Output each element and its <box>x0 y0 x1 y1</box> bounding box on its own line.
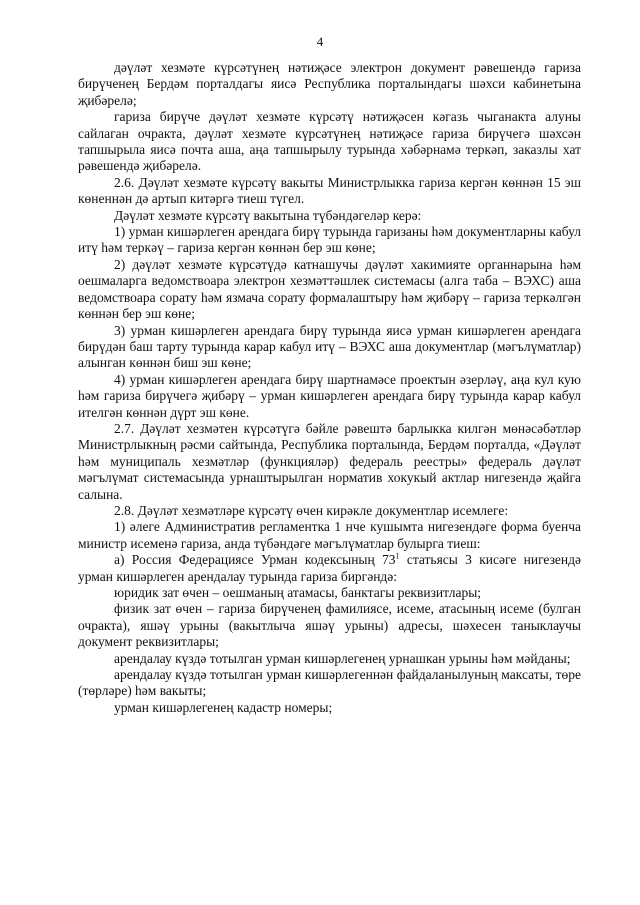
paragraph-result-electronic: дәүләт хезмәте күрсәтүнең нәтиҗәсе электрон документ рәвешендә гариза бирүченең Бердәм порталдагы яисә Республика порталындагы шәхси кабинетына җибәрелә; <box>78 60 581 108</box>
paragraph-result-paper: гариза бирүче дәүләт хезмәте күрсәтү нәтиҗәсен кәгазь чыганакта алуны сайлаган очракта, дәүләт хезмәте күрсәтүнең нәтиҗәсе гариза бирүчегә шәхсән тапшырыла яисә почта аша, аңа тапшырылу турында хәбәрнамә теркәп, заказлы хат рәвешендә җибәрелә. <box>78 109 581 174</box>
item-plot-location: арендалау күздә тотылган урман кишәрлегенең урнашкан урыны һәм мәйданы; <box>114 650 571 666</box>
item-individual: физик зат өчен – гариза бирүченең фамилиясе, исеме, атасының исеме (булган очракта), яшәү урыны (вакытлыча яшәү урыны) адресы, шәхесен таныклаучы документ реквизитлары; <box>78 601 581 650</box>
subparagraph-a-text: а) Россия Федерациясе Урман кодексының 73 <box>114 552 396 568</box>
item-legal-entity: юридик зат өчен – оешманың атамасы, банктагы реквизитлары; <box>114 585 482 600</box>
subparagraph-a-text-end: статьясы 3 кисәге нигезендә урман кишәрлеген арендалау турында гариза биргәндә: <box>78 552 581 584</box>
paragraph-2-6-deadline: 2.6. Дәүләт хезмәте күрсәтү вакыты Министрлыкка гариза кергән көннән 15 эш көненнән дә артып китәргә тиеш түгел. <box>78 174 581 207</box>
paragraph-deadline-includes: Дәүләт хезмәте күрсәтү вакытына түбәндәгеләр керә: <box>114 207 422 223</box>
article-superscript: 1 <box>395 551 400 561</box>
list-item-3-decision: 3) урман кишәрлеген арендага бирү турында яисә урман кишәрлеген арендага бирүдән баш тарту турында карар кабул итү – ВЭХС аша документлар (мәгълүматлар) алынган көннән биш эш көне; <box>78 322 581 371</box>
subparagraph-a <box>78 552 581 585</box>
item-cadastral-number: урман кишәрлегенең кадастр номеры; <box>114 699 333 715</box>
paragraph-2-7-regulation: 2.7. Дәүләт хезмәтен күрсәтүгә бәйле рәвештә барлыкка килгән мөнәсәбәтләр Министрлыкның рәсми сайтында, Республика порталында, Бердәм порталда, «Дәүләт һәм муниципаль хезмәтләр (функцияләр) федераль реестры» федераль дәүләт мәгълүмат системасында урнаштырылган норматив хокукый актлар нигезендә җайга салына. <box>78 420 581 502</box>
list-item-1-application-form: 1) әлеге Административ регламентка 1 нче кушымта нигезендәге форма буенча министр исеменә гариза, анда түбәндәге мәгълүматлар булырга тиеш: <box>78 519 581 551</box>
document-body <box>78 60 581 716</box>
list-item-1-acceptance: 1) урман кишәрлеген арендага бирү турында гаризаны һәм документларны кабул итү һәм теркәү – гариза кергән көннән бер эш көне; <box>78 224 581 256</box>
list-item-4-contract: 4) урман кишәрлеген арендага бирү шартнамәсе проектын әзерләү, аңа кул кую һәм гариза бирүчегә җибәрү – урман кишәрлеген арендага бирү турында карар кабул ителгән көннән дүрт эш көне. <box>78 371 581 420</box>
paragraph-2-8-documents: 2.8. Дәүләт хезмәтләре күрсәтү өчен кирәкле документлар исемлеге: <box>114 502 509 518</box>
page-number: 4 <box>316 34 324 49</box>
list-item-2-requests: 2) дәүләт хезмәте күрсәтүдә катнашучы дәүләт хакимияте органнарына һәм оешмаларга ведомствоара электрон хезмәттәшлек системасы (алга таба – ВЭХС) аша ведомствоара сорату һәм язмача сорату формалаштыру һәм җибәрү – гариза теркәлгән көннән бер эш көне; <box>78 256 581 322</box>
item-plot-purpose: арендалау күздә тотылган урман кишәрлегеннән файдаланылуның максаты, төре (төрләре) һәм вакыты; <box>78 667 581 699</box>
